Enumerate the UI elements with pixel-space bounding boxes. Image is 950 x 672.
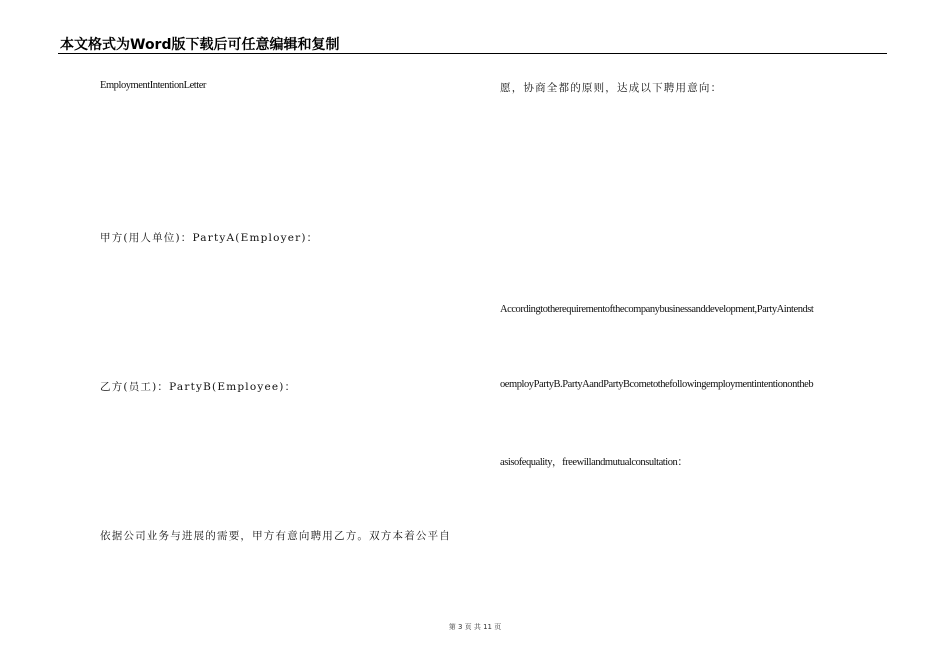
- left-line-party-a: 甲方(用人单位)：PartyA(Employer)：: [100, 232, 319, 244]
- document-header-title: 本文格式为Word版下载后可任意编辑和复制: [60, 37, 340, 53]
- header-divider: [58, 53, 887, 54]
- right-line-english-3: asisofequality，freewillandmutualconsultation：: [500, 457, 688, 468]
- right-line-english-2: oemployPartyB.PartyAandPartyBcometothefollowingemploymentintentionontheb: [500, 379, 814, 390]
- left-line-intro: 依据公司业务与进展的需要，甲方有意向聘用乙方。双方本着公平自: [100, 530, 451, 542]
- right-line-english-1: Accordingtotherequirementofthecompanybusinessanddevelopment,PartyAintendst: [500, 304, 814, 315]
- left-line-party-b: 乙方(员工)：PartyB(Employee)：: [100, 381, 297, 393]
- page-number: 第 3 页 共 11 页: [448, 623, 502, 631]
- left-line-title: EmploymentIntentionLetter: [100, 80, 206, 91]
- right-line-principle: 愿，协商全都的原则，达成以下聘用意向：: [500, 82, 723, 94]
